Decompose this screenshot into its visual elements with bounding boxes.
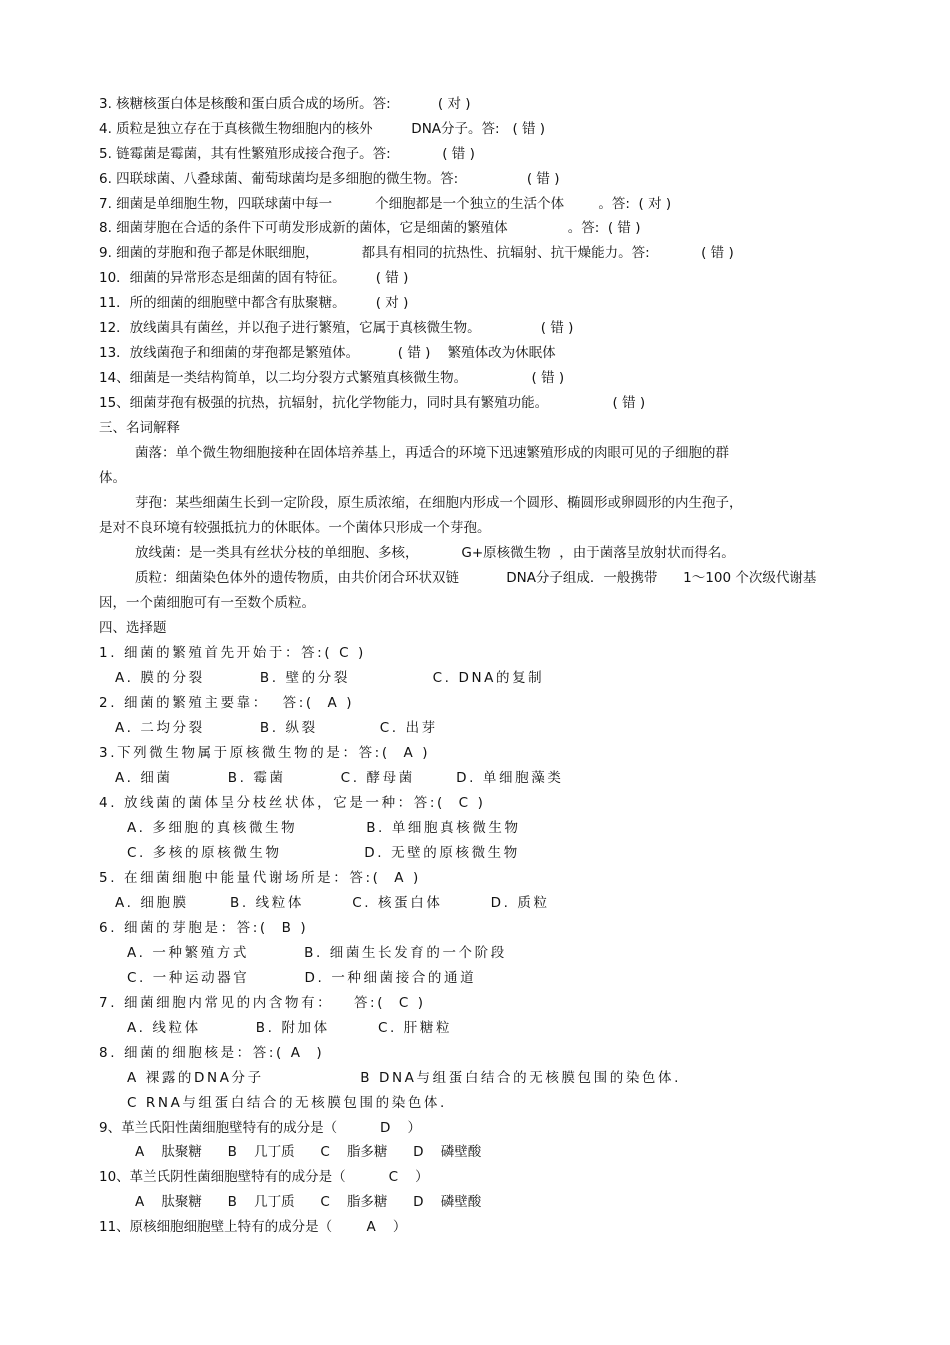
tf-question-10: 10．细菌的异常形态是细菌的固有特征。 ( 错 ) xyxy=(99,270,409,286)
mc-question-5: 5. 在细菌细胞中能量代谢场所是：答:( A ) xyxy=(99,870,421,886)
tf-question-4: 4. 质粒是独立存在于真核微生物细胞内的核外 DNA分子。答: ( 错 ) xyxy=(99,121,546,137)
mc-question-6: 6. 细菌的芽胞是：答:( B ) xyxy=(99,920,309,936)
mc-question-7: 7. 细菌细胞内常见的内含物有： 答:( C ) xyxy=(99,995,426,1011)
mc-options-8b: C RNA与组蛋白结合的无核膜包围的染色体. xyxy=(127,1095,447,1111)
mc-options-6a: A. 一种繁殖方式 B. 细菌生长发育的一个阶段 xyxy=(127,945,507,961)
mc-options-8a: A 裸露的DNA分子 B DNA与组蛋白结合的无核膜包围的染色体. xyxy=(127,1070,682,1086)
tf-question-6: 6. 四联球菌、八叠球菌、葡萄球菌均是多细胞的微生物。答: ( 错 ) xyxy=(99,171,560,187)
tf-question-8: 8. 细菌芽胞在合适的条件下可萌发形成新的菌体，它是细菌的繁殖体 。答: ( 错 ) xyxy=(99,220,641,236)
mc-question-4: 4. 放线菌的菌体呈分枝丝状体，它是一种：答:( C ) xyxy=(99,795,486,811)
mc-options-9: A 肽聚糖 B 几丁质 C 脂多糖 D 磷壁酸 xyxy=(135,1144,482,1160)
tf-question-12: 12．放线菌具有菌丝，并以孢子进行繁殖，它属于真核微生物。 ( 错 ) xyxy=(99,320,574,336)
term-colony-cont: 体。 xyxy=(99,470,126,486)
mc-question-3: 3.下列微生物属于原核微生物的是：答:( A ) xyxy=(99,745,431,761)
mc-options-5: A. 细胞膜 B. 线粒体 C. 核蛋白体 D. 质粒 xyxy=(115,895,550,911)
mc-question-1: 1. 细菌的繁殖首先开始于：答:( C ) xyxy=(99,645,366,661)
tf-question-15: 15、细菌芽孢有极强的抗热，抗辐射，抗化学物能力，同时具有繁殖功能。 ( 错 ) xyxy=(99,395,646,411)
mc-question-8: 8. 细菌的细胞核是：答:( A ) xyxy=(99,1045,325,1061)
section-heading-choice: 四、选择题 xyxy=(99,620,167,636)
mc-options-4b: C. 多核的原核微生物 D. 无壁的原核微生物 xyxy=(127,845,520,861)
mc-options-2: A. 二均分裂 B. 纵裂 C. 出芽 xyxy=(115,720,438,736)
tf-question-3: 3. 核糖核蛋白体是核酸和蛋白质合成的场所。答: ( 对 ) xyxy=(99,96,471,112)
tf-question-5: 5. 链霉菌是霉菌，其有性繁殖形成接合孢子。答: ( 错 ) xyxy=(99,146,475,162)
term-spore: 芽孢：某些细菌生长到一定阶段，原生质浓缩，在细胞内形成一个圆形、椭圆形或卵圆形的内生孢子， xyxy=(135,495,743,511)
term-spore-cont: 是对不良环境有较强抵抗力的休眠体。一个菌体只形成一个芽孢。 xyxy=(99,520,491,536)
mc-options-3: A. 细菌 B. 霉菌 C. 酵母菌 D. 单细胞藻类 xyxy=(115,770,564,786)
mc-question-9: 9、革兰氏阳性菌细胞壁特有的成分是（ D ） xyxy=(99,1120,422,1136)
term-actinomyces: 放线菌：是一类具有丝状分枝的单细胞、多核， G+原核微生物 ，由于菌落呈放射状而得名。 xyxy=(135,545,735,561)
term-plasmid-cont: 因，一个菌细胞可有一至数个质粒。 xyxy=(99,595,315,611)
tf-question-11: 11．所的细菌的细胞壁中都含有肽聚糖。 ( 对 ) xyxy=(99,295,409,311)
tf-question-14: 14、细菌是一类结构简单，以二均分裂方式繁殖真核微生物。 ( 错 ) xyxy=(99,370,565,386)
mc-question-10: 10、革兰氏阴性菌细胞壁特有的成分是（ C ） xyxy=(99,1169,429,1185)
mc-options-6b: C. 一种运动器官 D. 一种细菌接合的通道 xyxy=(127,970,477,986)
mc-question-11: 11、原核细胞细胞壁上特有的成分是（ A ） xyxy=(99,1219,407,1235)
mc-options-4a: A. 多细胞的真核微生物 B. 单细胞真核微生物 xyxy=(127,820,521,836)
mc-options-10: A 肽聚糖 B 几丁质 C 脂多糖 D 磷壁酸 xyxy=(135,1194,482,1210)
mc-question-2: 2. 细菌的繁殖主要靠： 答:( A ) xyxy=(99,695,355,711)
tf-question-9: 9. 细菌的芽胞和孢子都是休眠细胞， 都具有相同的抗热性、抗辐射、抗干燥能力。答: ( 错 ) xyxy=(99,245,734,261)
mc-options-1: A. 膜的分裂 B. 壁的分裂 C. DNA的复制 xyxy=(115,670,545,686)
term-colony: 菌落：单个微生物细胞接种在固体培养基上，再适合的环境下迅速繁殖形成的肉眼可见的子细胞的群 xyxy=(135,445,729,461)
tf-question-7: 7. 细菌是单细胞生物，四联球菌中每一 个细胞都是一个独立的生活个体 。答: ( 对 ) xyxy=(99,196,672,212)
tf-question-13: 13．放线菌孢子和细菌的芽孢都是繁殖体。 ( 错 ) 繁殖体改为休眠体 xyxy=(99,345,556,361)
section-heading-terms: 三、名词解释 xyxy=(99,420,180,436)
mc-options-7: A. 线粒体 B. 附加体 C. 肝糖粒 xyxy=(127,1020,453,1036)
term-plasmid: 质粒：细菌染色体外的遗传物质，由共价闭合环状双链 DNA分子组成．一般携带 1～100 个次级代谢基 xyxy=(135,570,817,586)
